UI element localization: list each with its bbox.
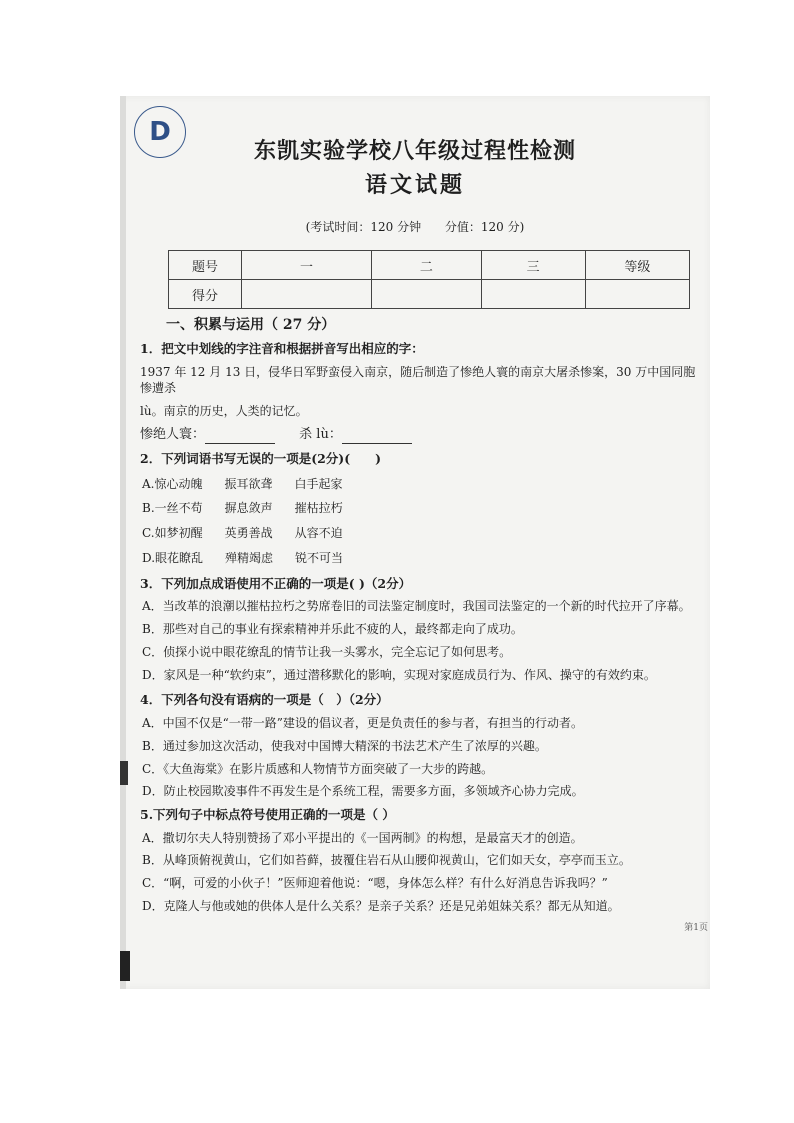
question-3-option: A．当改革的浪潮以摧枯拉朽之势席卷旧的司法鉴定制度时，我国司法鉴定的一个新的时代拉开了序幕。: [142, 599, 691, 614]
school-logo-icon: D: [134, 106, 186, 158]
question-5-option: A．撒切尔夫人特别赞扬了邓小平提出的《一国两制》的构想，是最富天才的创造。: [142, 830, 583, 845]
exam-subtitle: 语文试题: [364, 172, 465, 198]
blank-label: 杀 lù：: [299, 426, 342, 442]
question-2-option: [140, 550, 700, 567]
score-input-cell[interactable]: [241, 280, 371, 309]
blank-label: 惨绝人寰：: [140, 426, 206, 442]
option-word: 振耳欲聋: [224, 476, 273, 491]
score-cell: 题号: [169, 251, 242, 280]
score-cell: 三: [481, 251, 585, 280]
option-word: 摧枯拉朽: [294, 501, 343, 516]
option-word: 殚精竭虑: [225, 550, 274, 565]
question-1-blanks: [140, 426, 700, 444]
question-5-option: C．“啊，可爱的小伙子！”医师迎着他说：“嗯，身体怎么样？有什么好消息告诉我吗？”: [142, 876, 608, 891]
option-word: 从容不迫: [294, 526, 343, 541]
exam-time: (考试时间：120 分钟: [305, 220, 422, 234]
exam-score: 分值：120 分): [444, 220, 525, 234]
option-word: 摒息敛声: [224, 501, 273, 516]
option-word: C.如梦初醒: [142, 526, 203, 541]
question-4-option: C．《大鱼海棠》在影片质感和人物情节方面突破了一大步的跨越。: [142, 761, 494, 776]
score-table-header-row: [169, 251, 690, 280]
questions: [140, 334, 700, 915]
binding-mark: [120, 951, 130, 981]
question-2-title: 2．下列词语书写无误的一项是(2分)( ): [140, 451, 382, 467]
question-5-option: D．克隆人与他或她的供体人是什么关系？是亲子关系？还是兄弟姐妹关系？都无从知道。: [142, 899, 620, 914]
exam-meta: [120, 218, 710, 235]
score-input-cell[interactable]: [372, 280, 481, 309]
option-word: 英勇善战: [224, 526, 273, 541]
score-cell: 得分: [169, 280, 242, 309]
exam-sheet: [120, 96, 710, 989]
question-3-title: 3．下列加点成语使用不正确的一项是( )（2分）: [140, 575, 412, 591]
question-5-title: 5.下列句子中标点符号使用正确的一项是（ ）: [140, 807, 395, 823]
question-4-title: 4．下列各句没有语病的一项是（ ）（2分）: [140, 692, 389, 708]
score-cell: 二: [372, 251, 481, 280]
score-cell: 一: [241, 251, 371, 280]
question-1-text: 1937 年 12 月 13 日，侵华日军野蛮侵入南京，随后制造了惨绝人寰的南京大屠杀惨案，30 万中国同胞惨遭杀: [140, 364, 696, 396]
page-number: 第1页: [684, 923, 708, 933]
question-3-option: C．侦探小说中眼花缭乱的情节让我一头雾水，完全忘记了如何思考。: [142, 644, 512, 659]
question-1-text: lù。南京的历史，人类的记忆。: [140, 404, 308, 419]
question-2-option: [140, 525, 700, 542]
binding-mark: [120, 761, 128, 785]
binding-marks: [120, 651, 134, 981]
option-word: D.眼花瞭乱: [142, 550, 204, 565]
answer-blank[interactable]: [342, 431, 412, 444]
option-word: 白手起家: [294, 476, 343, 491]
question-3-option: D．家风是一种“软约束”，通过潜移默化的影响，实现对家庭成员行为、作风、操守的有效约束。: [142, 667, 656, 682]
option-word: B.一丝不苟: [142, 501, 203, 516]
score-input-cell[interactable]: [585, 280, 689, 309]
question-1-title: 1．把文中划线的字注音和根据拼音写出相应的字：: [140, 341, 424, 356]
section-heading: 一、积累与运用（ 27 分）: [166, 317, 336, 333]
exam-title: 东凯实验学校八年级过程性检测: [253, 138, 576, 164]
question-4-option: D．防止校园欺凌事件不再发生是个系统工程，需要多方面，多领域齐心协力完成。: [142, 784, 584, 799]
question-2-option: [140, 476, 700, 493]
score-table-score-row: [169, 280, 690, 309]
question-2-option: [140, 500, 700, 517]
score-input-cell[interactable]: [481, 280, 585, 309]
question-4-option: A．中国不仅是“一带一路”建设的倡议者，更是负责任的参与者，有担当的行动者。: [142, 715, 583, 730]
question-3-option: B．那些对自己的事业有探索精神并乐此不疲的人，最终都走向了成功。: [142, 622, 523, 637]
option-word: A.惊心动魄: [142, 476, 203, 491]
score-table: [168, 250, 690, 309]
option-word: 锐不可当: [295, 550, 344, 565]
question-5-option: B．从峰顶俯视黄山，它们如苔藓，披覆住岩石从山腰仰视黄山，它们如天女，亭亭而玉立。: [142, 853, 631, 868]
question-4-option: B．通过参加这次活动，使我对中国博大精深的书法艺术产生了浓厚的兴趣。: [142, 738, 547, 753]
answer-blank[interactable]: [205, 431, 275, 444]
score-cell: 等级: [585, 251, 689, 280]
